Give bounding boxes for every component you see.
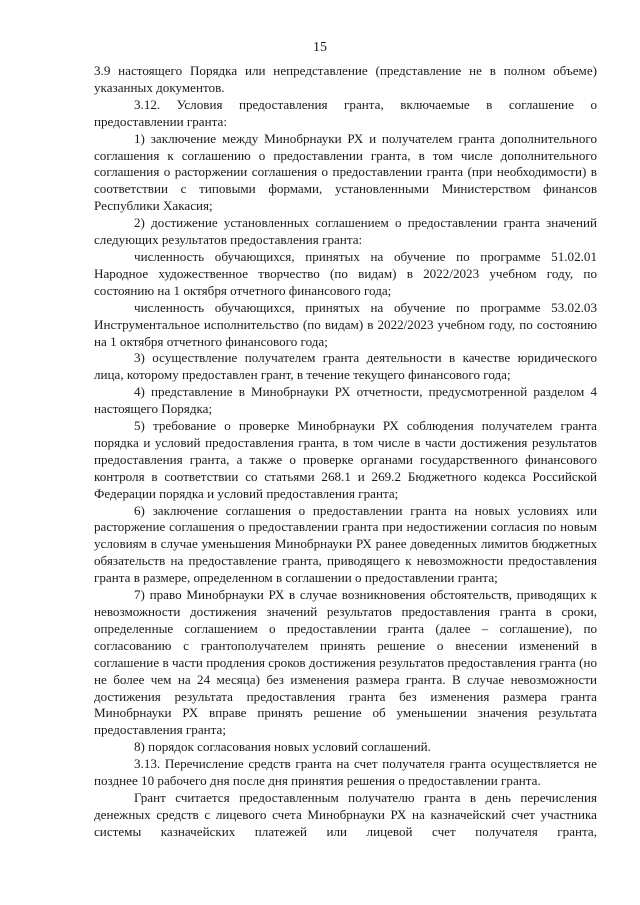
page-number: 15: [313, 40, 327, 55]
paragraph: 2) достижение установленных соглашением о предоставлении гранта значений следующих результатов предоставления гранта:: [94, 215, 597, 248]
paragraph: 8) порядок согласования новых условий соглашений.: [134, 739, 431, 755]
paragraph: 1) заключение между Минобрнауки РХ и получателем гранта дополнительного соглашения к соглашению о предоставлении гранта, в том числе дополнительного соглашения о расторжении соглашения о предоставлении гранта (при необходимости) в соответствии с типовыми формами, установленными Министерством финансов Республики Хакасия;: [94, 130, 597, 214]
paragraph: 4) представление в Минобрнауки РХ отчетности, предусмотренной разделом 4 настоящего Порядка;: [94, 384, 597, 417]
paragraph: численность обучающихся, принятых на обучение по программе 51.02.01 Народное художественное творчество (по видам) в 2022/2023 учебном году, по состоянию на 1 октября отчетного финансового года;: [94, 248, 597, 298]
paragraph: 3.9 настоящего Порядка или непредставление (представление не в полном объеме) указанных документов.: [94, 63, 597, 95]
paragraph: Грант считается предоставленным получателю гранта в день перечисления денежных средств с лицевого счета Минобрнауки РХ на казначейский счет участника системы казначейских платежей или лицевой счет получателя гранта,: [94, 789, 597, 839]
paragraph: 3.13. Перечисление средств гранта на счет получателя гранта осуществляется не позднее 10 рабочего дня после дня принятия решения о предоставлении гранта.: [94, 756, 597, 789]
paragraph: 3) осуществление получателем гранта деятельности в качестве юридического лица, которому предоставлен грант, в течение текущего финансового года;: [94, 350, 597, 383]
paragraph: 3.12. Условия предоставления гранта, включаемые в соглашение о предоставлении гранта:: [94, 96, 597, 129]
document-body: [94, 63, 597, 841]
paragraph: 5) требование о проверке Минобрнауки РХ соблюдения получателем гранта порядка и условий предоставления гранта, в том числе в части достижения результатов предоставления гранта, а также о проверке органами государственного финансового контроля в соответствии со статьями 268.1 и 269.2 Бюджетного кодекса Российской Федерации порядка и условий предоставления гранта;: [94, 418, 597, 501]
paragraph: численность обучающихся, принятых на обучение по программе 53.02.03 Инструментальное исполнительство (по видам) в 2022/2023 учебном году, по состоянию на 1 октября отчетного финансового года;: [94, 299, 597, 349]
paragraph: 6) заключение соглашения о предоставлении гранта на новых условиях или расторжение соглашения о предоставлении гранта при недостижении согласия по новым условиям в случае уменьшения Минобрнауки РХ ранее доведенных лимитов бюджетных обязательств на предоставление гранта, приводящего к невозможности предоставления гранта в размере, определенном в соглашении о предоставлении гранта;: [94, 502, 597, 586]
paragraph: 7) право Минобрнауки РХ в случае возникновения обстоятельств, приводящих к невозможности достижения значений результатов предоставления гранта в сроки, определенные соглашением о предоставлении гранта (далее – соглашение), по согласованию с грантополучателем принять решение о внесении изменений в соглашение в части продления сроков достижения результатов предоставления гранта (но не более чем на 24 месяца) без изменения размера гранта. В случае невозможности достижения результата предоставления гранта без изменения размера гранта Минобрнауки РХ вправе принять решение об уменьшении значения результата предоставления гранта;: [94, 587, 597, 738]
